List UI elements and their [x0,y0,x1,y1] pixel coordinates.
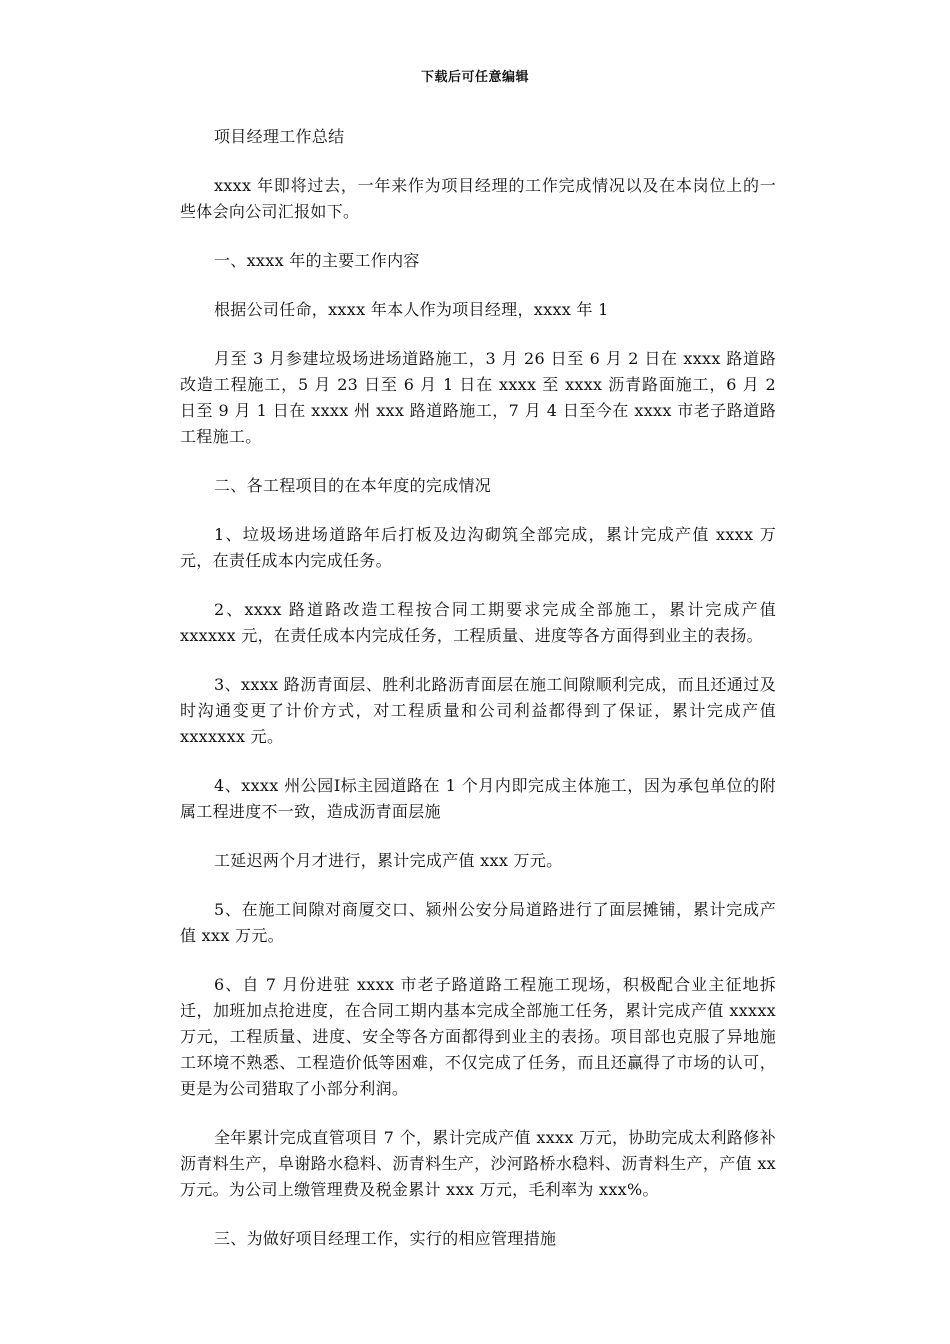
document-title: 项目经理工作总结 [214,127,345,146]
section-heading-1: 一、xxxx 年的主要工作内容 [214,251,420,270]
intro-paragraph: xxxx 年即将过去，一年来作为项目经理的工作完成情况以及在本岗位上的一些体会向公司汇报如下。 [180,176,776,221]
list-item-6: 6、自 7 月份进驻 xxxx 市老子路道路工程施工现场，积极配合业主征地拆迁，加班加点抢进度，在合同工期内基本完成全部施工任务，累计完成产值 xxxxx 万元，工程质量、进度、安全等各方面都得到业主的表扬。项目部也克服了异地施工环境不熟悉、工程造价低等困难，不仅完成了任务，而且还赢得了市场的认可，更是为公司猎取了小部分利润。 [180,975,776,1098]
body-paragraph: 月至 3 月参建垃圾场进场道路施工，3 月 26 日至 6 月 2 日在 xxxx 路道路改造工程施工，5 月 23 日至 6 月 1 日在 xxxx 至 xxxx 沥青路面施工，6 月 2 日至 9 月 1 日在 xxxx 州 xxx 路道路施工，7 月 4 日至今在 xxxx 市老子路道路工程施工。 [180,349,776,446]
list-item-1: 1、垃圾场进场道路年后打板及边沟砌筑全部完成，累计完成产值 xxxx 万元，在责任成本内完成任务。 [180,525,776,570]
list-item-3: 3、xxxx 路沥青面层、胜利北路沥青面层在施工间隙顺利完成，而且还通过及时沟通变更了计价方式，对工程质量和公司利益都得到了保证，累计完成产值 xxxxxxx 元。 [180,675,776,746]
summary-paragraph: 全年累计完成直管项目 7 个，累计完成产值 xxxx 万元，协助完成太利路修补沥青料生产，阜谢路水稳料、沥青料生产，沙河路桥水稳料、沥青料生产，产值 xx 万元。为公司上缴管理费及税金累计 xxx 万元，毛利率为 xxx%。 [180,1128,776,1199]
section-heading-2: 二、各工程项目的在本年度的完成情况 [214,476,492,495]
page-header: 下载后可任意编辑 [420,70,529,85]
list-item-4: 4、xxxx 州公园Ⅰ标主园道路在 1 个月内即完成主体施工，因为承包单位的附属工程进度不一致，造成沥青面层施 [180,776,776,821]
list-item-4-continued: 工延迟两个月才进行，累计完成产值 xxx 万元。 [214,851,563,870]
list-item-2: 2、xxxx 路道路改造工程按合同工期要求完成全部施工，累计完成产值 xxxxxx 元，在责任成本内完成任务，工程质量、进度等各方面得到业主的表扬。 [180,600,776,645]
body-paragraph: 根据公司任命，xxxx 年本人作为项目经理，xxxx 年 1 [214,300,609,319]
list-item-5: 5、在施工间隙对商厦交口、颍州公安分局道路进行了面层摊铺，累计完成产值 xxx 万元。 [180,900,776,945]
document-body [180,124,776,1275]
section-heading-3: 三、为做好项目经理工作，实行的相应管理措施 [214,1229,557,1248]
